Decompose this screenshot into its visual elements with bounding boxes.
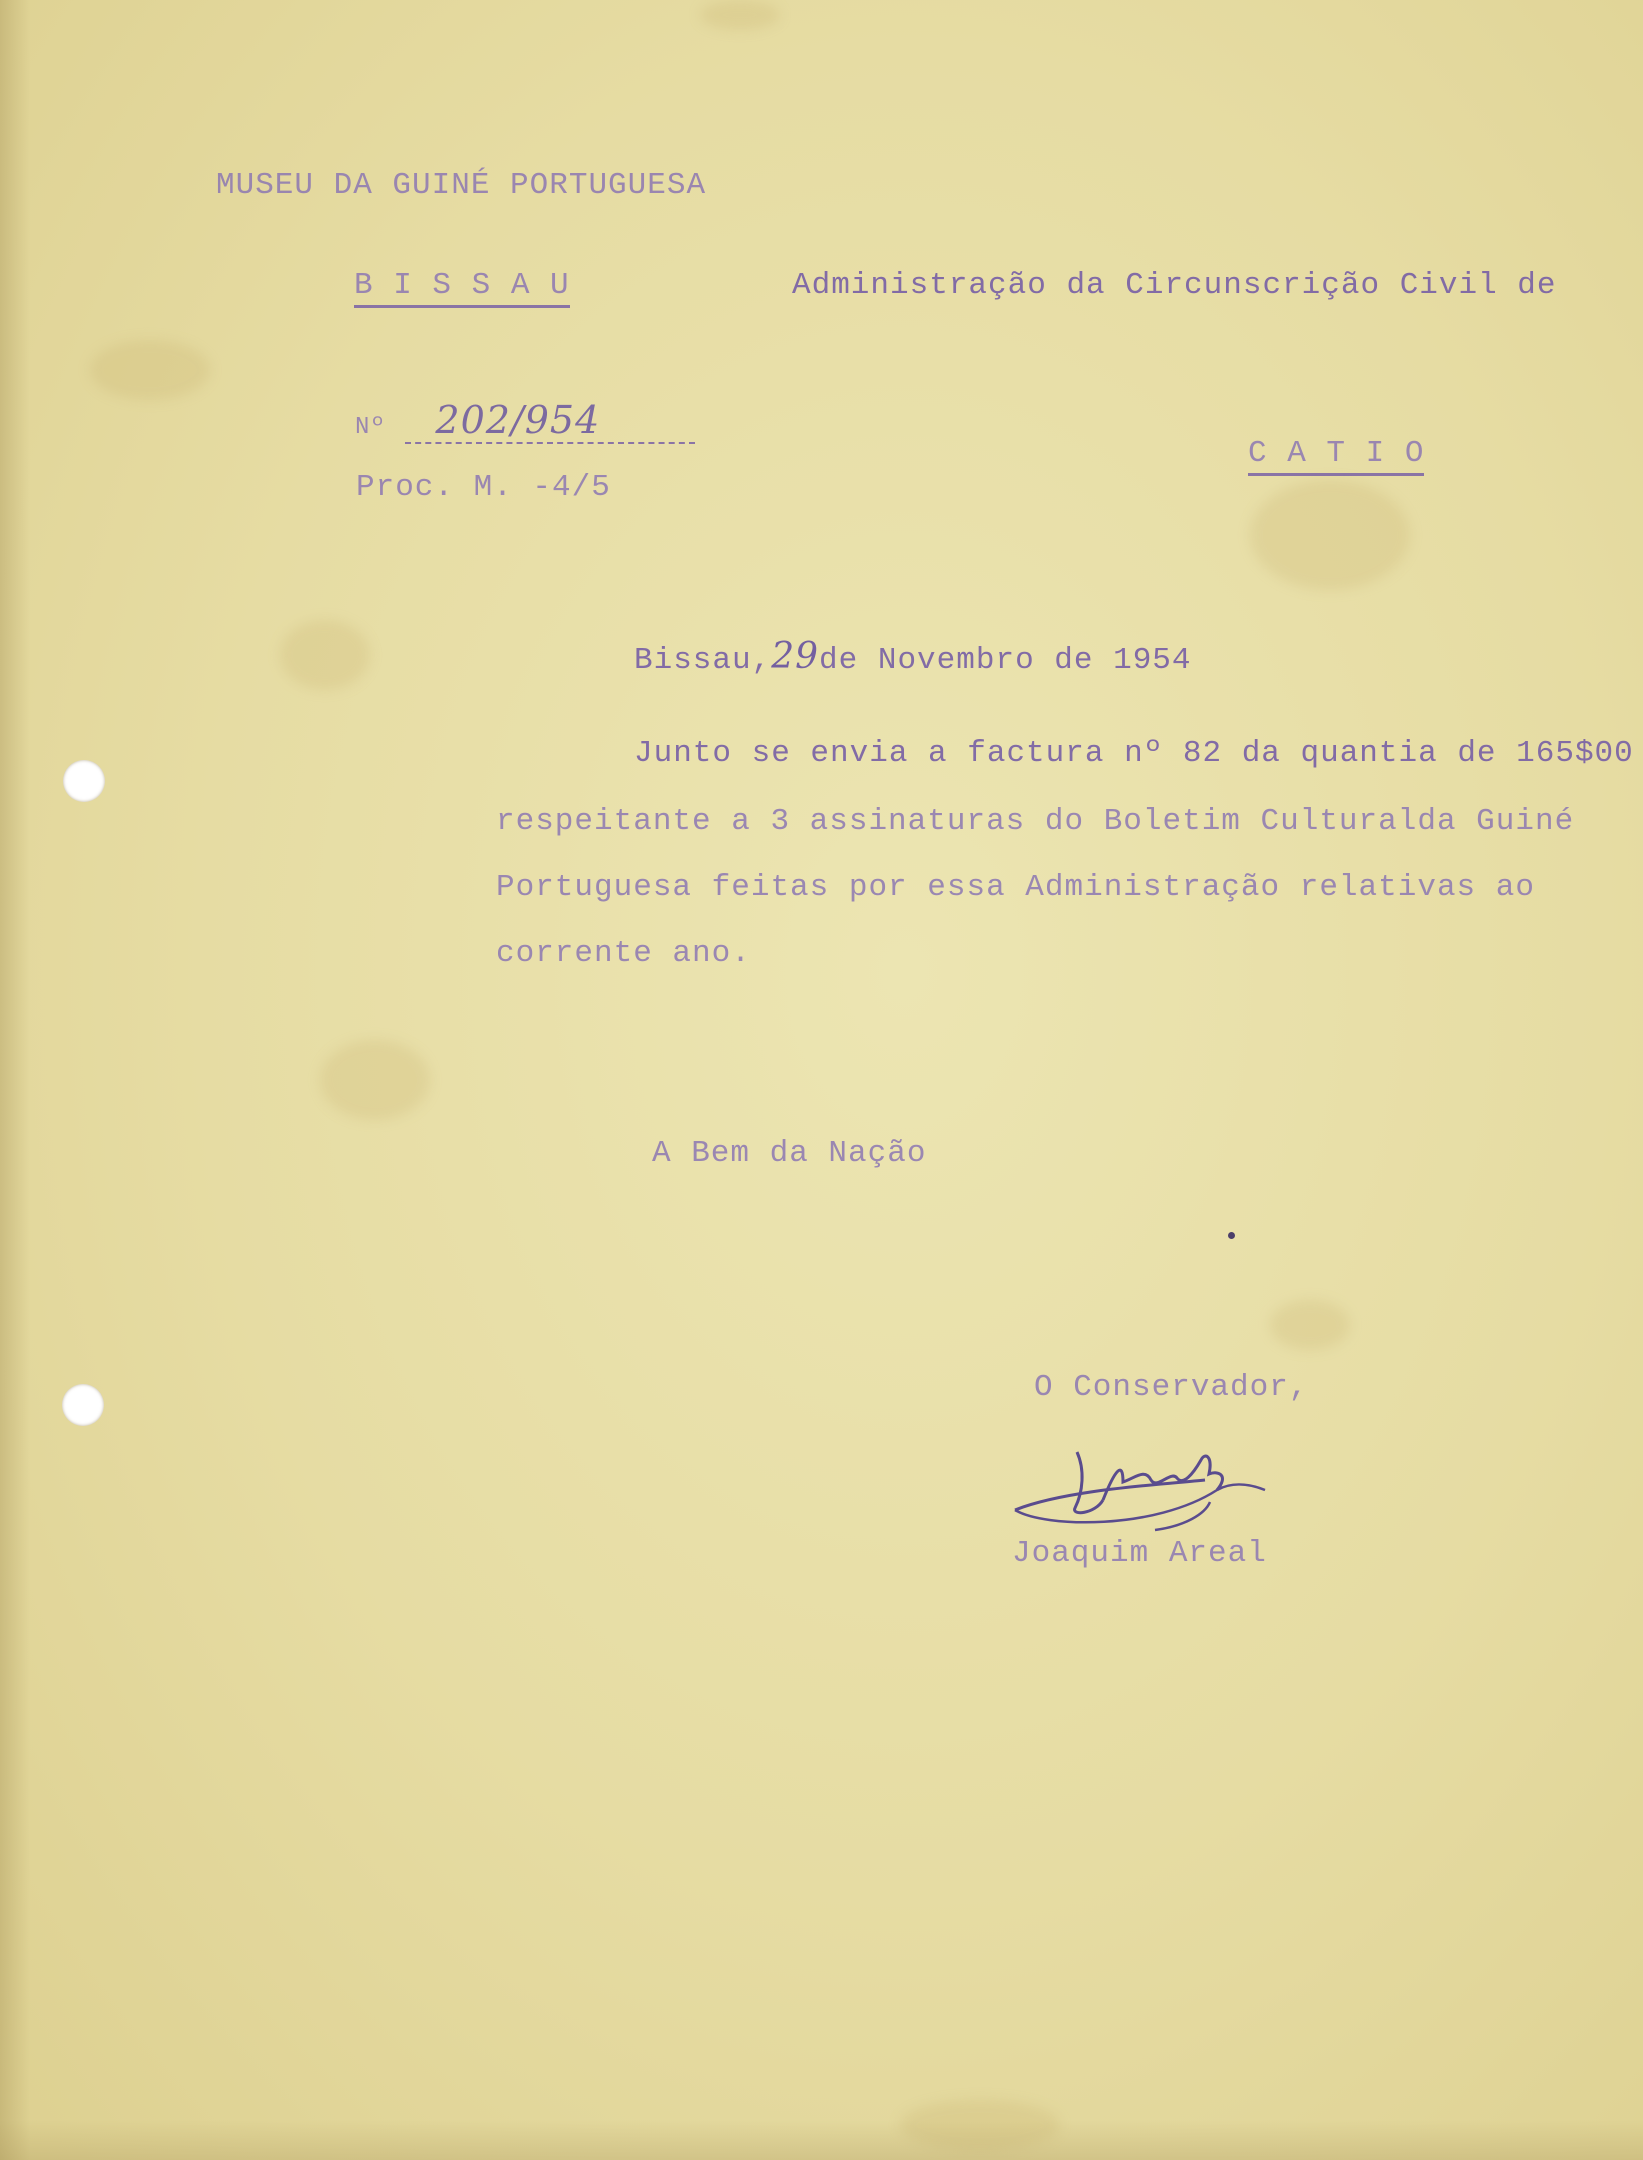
punch-hole bbox=[62, 1384, 104, 1426]
recipient-location: C A T I O bbox=[1248, 436, 1424, 476]
paper-stain bbox=[700, 0, 780, 30]
page-edge-shadow bbox=[0, 0, 30, 2160]
letterhead-city: B I S S A U bbox=[354, 268, 570, 308]
signatory-title: O Conservador, bbox=[1034, 1370, 1309, 1405]
body-line-1: Junto se envia a factura nº 82 da quantia de 165$00 bbox=[634, 736, 1634, 771]
body-line-2: respeitante a 3 assinaturas do Boletim Culturalda Guiné bbox=[496, 804, 1575, 839]
body-line-3: Portuguesa feitas por essa Administração relativas ao bbox=[496, 870, 1535, 905]
handwritten-signature bbox=[1005, 1430, 1295, 1540]
date-place: Bissau, bbox=[634, 643, 772, 678]
paper-stain bbox=[1250, 480, 1410, 590]
reference-number bbox=[355, 398, 695, 444]
paper-stain bbox=[320, 1040, 430, 1120]
recipient-line: Administração da Circunscrição Civil de bbox=[792, 268, 1557, 303]
paper-stain bbox=[1270, 1300, 1350, 1350]
paper-stain bbox=[280, 620, 370, 690]
date-rest: de Novembro de 1954 bbox=[819, 643, 1192, 678]
punch-hole bbox=[63, 760, 105, 802]
ink-dot bbox=[1228, 1232, 1235, 1239]
reference-number-label: Nº bbox=[355, 414, 386, 441]
closing-salutation: A Bem da Nação bbox=[652, 1136, 927, 1171]
process-reference: Proc. M. -4/5 bbox=[356, 470, 611, 505]
date-day: 29 bbox=[771, 636, 820, 677]
page-edge-shadow bbox=[0, 2120, 1643, 2160]
body-line-4: corrente ano. bbox=[496, 936, 751, 971]
reference-number-value: 202/954 bbox=[405, 398, 695, 444]
signatory-name: Joaquim Areal bbox=[1012, 1536, 1267, 1571]
paper-stain bbox=[90, 340, 210, 400]
date-line bbox=[634, 636, 1192, 678]
museum-letterhead: MUSEU DA GUINÉ PORTUGUESA bbox=[216, 168, 707, 203]
